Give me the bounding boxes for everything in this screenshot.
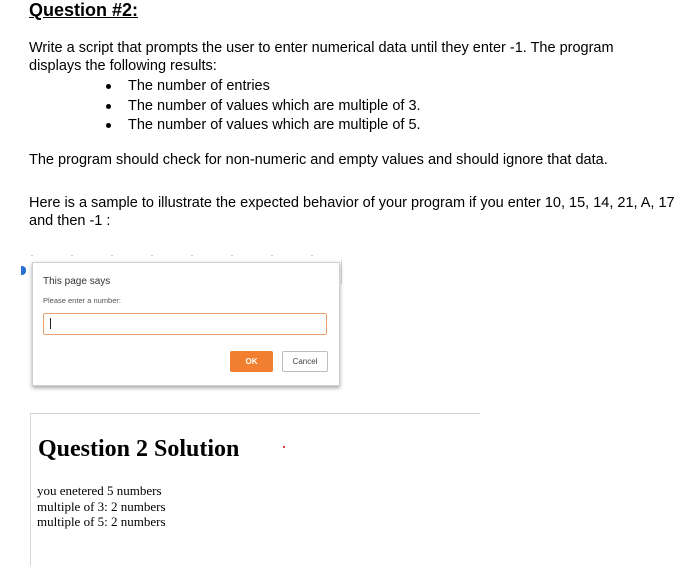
output-line: multiple of 5: 2 numbers: [37, 514, 166, 529]
ok-button[interactable]: OK: [230, 351, 273, 372]
sample-note: Here is a sample to illustrate the expected behavior of your program if you enter 10, 15, 14, 21, A, 17 and then -1 :: [29, 195, 675, 229]
solution-output: [37, 483, 166, 530]
solution-divider: [30, 413, 480, 414]
list-item: The number of values which are multiple of 3.: [106, 97, 421, 117]
list-item: The number of entries: [106, 77, 421, 97]
prompt-dialog: [32, 262, 340, 386]
red-dot-mark: [283, 446, 285, 448]
question-intro: Write a script that prompts the user to enter numerical data until they enter -1. The program displays the following results:: [29, 40, 614, 74]
output-line: you enetered 5 numbers: [37, 483, 162, 498]
dialog-title: This page says: [43, 276, 111, 287]
validation-note: The program should check for non-numeric and empty values and should ignore that data.: [29, 152, 608, 168]
browser-divider: [341, 260, 342, 284]
output-line: multiple of 3: 2 numbers: [37, 498, 166, 514]
browser-tab-indicator: [21, 266, 26, 275]
browser-toolbar-edge: [31, 255, 343, 256]
solution-border: [30, 413, 31, 566]
number-input[interactable]: [43, 313, 327, 335]
question-title: Question #2:: [29, 0, 139, 20]
results-list: [106, 77, 421, 136]
prompt-screenshot: [25, 252, 347, 387]
dialog-message: Please enter a number:: [43, 296, 121, 305]
solution-title: Question 2 Solution: [38, 436, 240, 462]
text-caret: [50, 318, 51, 329]
list-item: The number of values which are multiple of 5.: [106, 116, 421, 136]
cancel-button[interactable]: Cancel: [282, 351, 328, 372]
